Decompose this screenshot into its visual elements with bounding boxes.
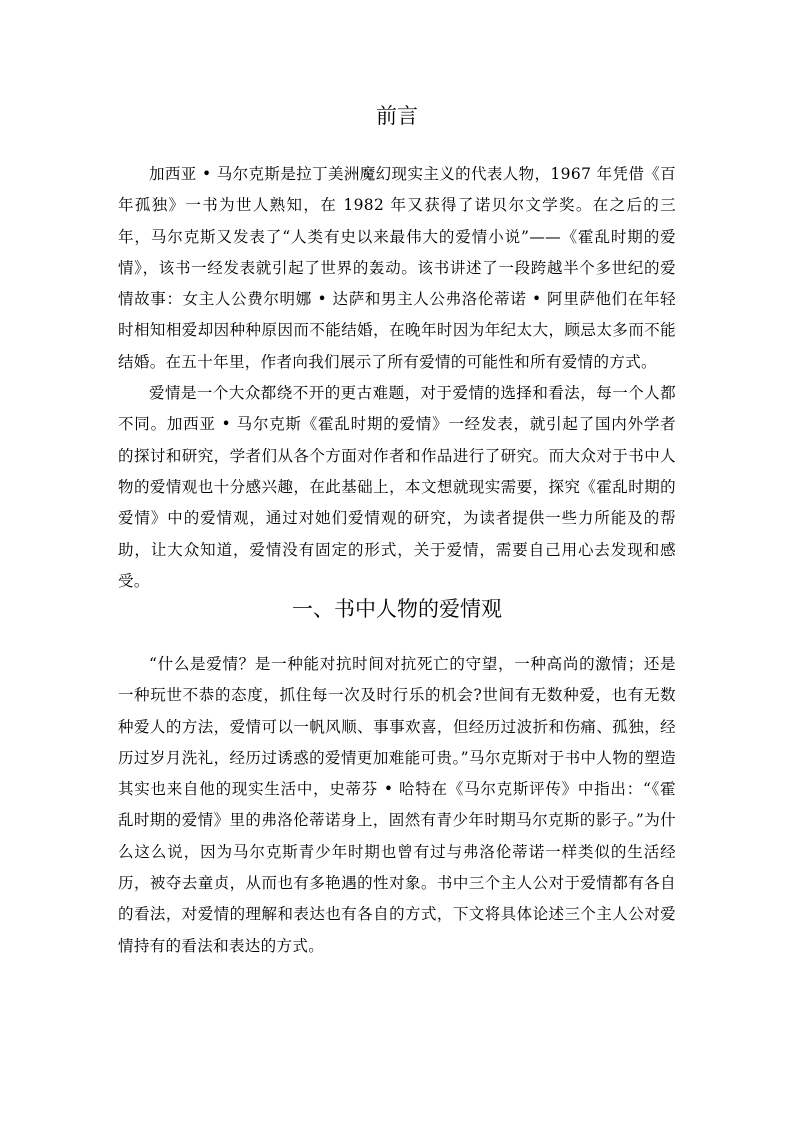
- section-1-paragraph-1: “什么是爱情？是一种能对抗时间对抗死亡的守望，一种高尚的激情；还是一种玩世不恭的态度，抓住每一次及时行乐的机会?世间有无数种爱，也有无数种爱人的方法，爱情可以一帆风顺、事事欢喜，但经历过波折和伤痛、孤独，经历过岁月洗礼，经历过诱惑的爱情更加难能可贵。”马尔克斯对于书中人物的塑造其实也来自他的现实生活中，史蒂芬 • 哈特在《马尔克斯评传》中指出：“《霍乱时期的爱情》里的弗洛伦蒂诺身上，固然有青少年时期马尔克斯的影子。”为什么这么说，因为马尔克斯青少年时期也曾有过与弗洛伦蒂诺一样类似的生活经历，被夺去童贞，从而也有多艳遇的性对象。书中三个主人公对于爱情都有各自的看法，对爱情的理解和表达也有各自的方式，下文将具体论述三个主人公对爱情持有的看法和表达的方式。: [118, 655, 676, 955]
- section-1-body: [118, 649, 676, 962]
- section-1-heading: 一、书中人物的爱情观: [292, 597, 502, 621]
- preface-body: [118, 159, 676, 597]
- preface-heading: 前言: [376, 104, 418, 128]
- preface-paragraph-2: 爱情是一个大众都绕不开的更古难题，对于爱情的选择和看法，每一个人都不同。加西亚 • 马尔克斯《霍乱时期的爱情》一经发表，就引起了国内外学者的探讨和研究，学者们从各个方面对作者和作品进行了研究。而大众对于书中人物的爱情观也十分感兴趣，在此基础上，本文想就现实需要，探究《霍乱时期的爱情》中的爱情观，通过对她们爱情观的研究，为读者提供一些力所能及的帮助，让大众知道，爱情没有固定的形式，关于爱情，需要自己用心去发现和感受。: [118, 384, 676, 590]
- preface-paragraph-1: 加西亚 • 马尔克斯是拉丁美洲魔幻现实主义的代表人物，1967 年凭借《百年孤独》一书为世人熟知，在 1982 年又获得了诺贝尔文学奖。在之后的三年，马尔克斯又发表了“人类有史以来最伟大的爱情小说”——《霍乱时期的爱情》，该书一经发表就引起了世界的轰动。该书讲述了一段跨越半个多世纪的爱情故事：女主人公费尔明娜 • 达萨和男主人公弗洛伦蒂诺 • 阿里萨他们在年轻时相知相爱却因种种原因而不能结婚，在晚年时因为年纪太大，顾忌太多而不能结婚。在五十年里，作者向我们展示了所有爱情的可能性和所有爱情的方式。: [118, 165, 676, 371]
